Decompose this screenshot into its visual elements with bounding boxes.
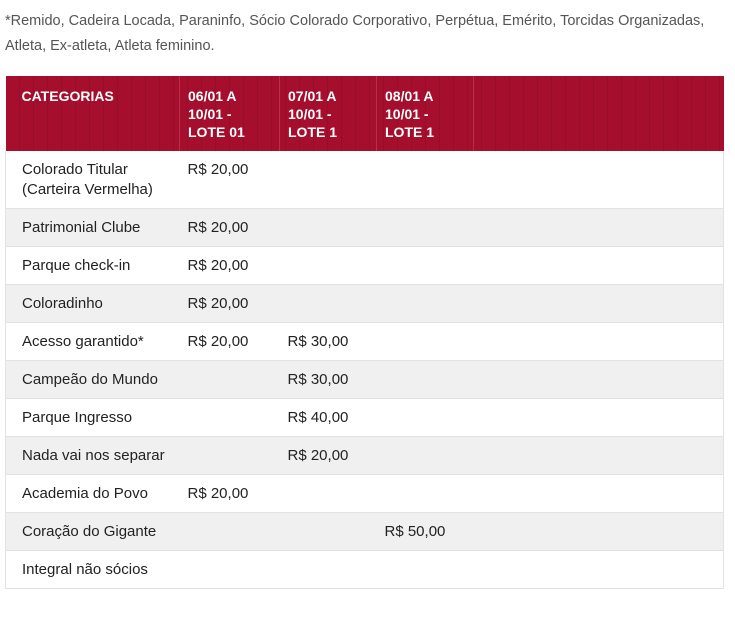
price-cell-lote-0801 (377, 285, 474, 323)
blank-cell (474, 151, 724, 209)
footnote-text: *Remido, Cadeira Locada, Paraninfo, Sócio Colorado Corporativo, Perpétua, Emérito, Torcidas Organizadas, Atleta, Ex-atleta, Atleta feminino. (5, 13, 705, 54)
price-cell-lote-0701 (280, 247, 377, 285)
blank-cell (474, 551, 724, 589)
blank-cell (474, 399, 724, 437)
price-cell-lote-0801 (377, 323, 474, 361)
price-cell-lote-0701 (280, 285, 377, 323)
price-cell-lote-0701 (280, 513, 377, 551)
blank-cell (474, 475, 724, 513)
blank-cell (474, 513, 724, 551)
price-cell-lote-0701 (280, 151, 377, 209)
price-cell-lote-0801 (377, 551, 474, 589)
table-row (6, 551, 724, 589)
price-cell-lote-0701 (280, 475, 377, 513)
price-cell-lote-0801: R$ 50,00 (377, 513, 474, 551)
price-cell-lote-0601: R$ 20,00 (180, 323, 280, 361)
category-cell: Nada vai nos separar (6, 437, 180, 475)
blank-cell (474, 285, 724, 323)
table-row (6, 209, 724, 247)
table-row (6, 399, 724, 437)
price-table (5, 76, 723, 589)
price-cell-lote-0601 (180, 361, 280, 399)
header-categorias: CATEGORIAS (6, 76, 180, 151)
header-lote-0601: 06/01 A 10/01 - LOTE 01 (180, 76, 280, 151)
table-row (6, 285, 724, 323)
table-row (6, 361, 724, 399)
price-cell-lote-0701: R$ 20,00 (280, 437, 377, 475)
table-row (6, 475, 724, 513)
price-cell-lote-0801 (377, 475, 474, 513)
price-cell-lote-0601: R$ 20,00 (180, 209, 280, 247)
category-cell: Parque Ingresso (6, 399, 180, 437)
blank-cell (474, 209, 724, 247)
price-cell-lote-0801 (377, 247, 474, 285)
price-cell-lote-0701: R$ 30,00 (280, 361, 377, 399)
table-row (6, 513, 724, 551)
price-cell-lote-0701 (280, 551, 377, 589)
price-cell-lote-0701 (280, 209, 377, 247)
category-cell: Campeão do Mundo (6, 361, 180, 399)
price-cell-lote-0801 (377, 399, 474, 437)
price-cell-lote-0601: R$ 20,00 (180, 285, 280, 323)
table-header-row (6, 76, 724, 151)
price-cell-lote-0701: R$ 30,00 (280, 323, 377, 361)
blank-cell (474, 247, 724, 285)
price-cell-lote-0601: R$ 20,00 (180, 151, 280, 209)
category-cell: Coloradinho (6, 285, 180, 323)
price-cell-lote-0601 (180, 513, 280, 551)
blank-cell (474, 323, 724, 361)
category-cell: Colorado Titular (Carteira Vermelha) (6, 151, 180, 209)
price-cell-lote-0801 (377, 361, 474, 399)
category-cell: Integral não sócios (6, 551, 180, 589)
category-cell: Acesso garantido* (6, 323, 180, 361)
table-row (6, 437, 724, 475)
price-cell-lote-0701: R$ 40,00 (280, 399, 377, 437)
price-cell-lote-0601 (180, 551, 280, 589)
blank-cell (474, 361, 724, 399)
category-cell: Coração do Gigante (6, 513, 180, 551)
price-cell-lote-0601 (180, 437, 280, 475)
header-blank (474, 76, 724, 151)
table-row (6, 323, 724, 361)
price-cell-lote-0801 (377, 437, 474, 475)
header-lote-0701: 07/01 A 10/01 - LOTE 1 (280, 76, 377, 151)
price-cell-lote-0601: R$ 20,00 (180, 475, 280, 513)
table-row (6, 247, 724, 285)
price-cell-lote-0601: R$ 20,00 (180, 247, 280, 285)
category-cell: Academia do Povo (6, 475, 180, 513)
header-lote-0801: 08/01 A 10/01 - LOTE 1 (377, 76, 474, 151)
price-cell-lote-0801 (377, 209, 474, 247)
blank-cell (474, 437, 724, 475)
category-cell: Patrimonial Clube (6, 209, 180, 247)
category-cell: Parque check-in (6, 247, 180, 285)
price-cell-lote-0801 (377, 151, 474, 209)
price-cell-lote-0601 (180, 399, 280, 437)
table-row (6, 151, 724, 209)
